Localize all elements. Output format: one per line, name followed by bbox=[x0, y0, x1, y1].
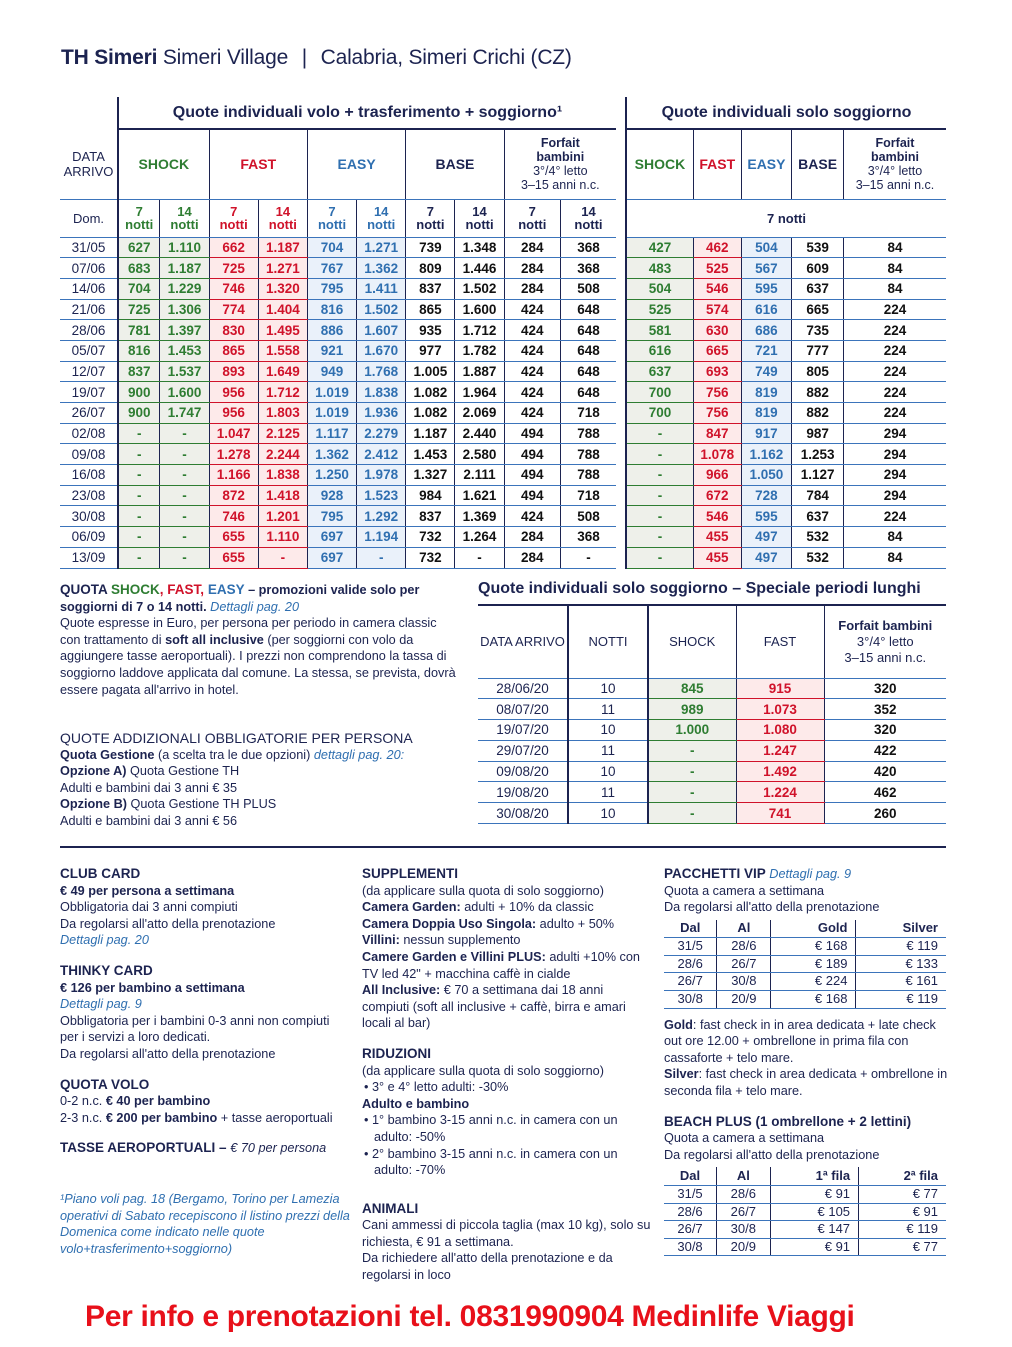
stay-base-header: BASE bbox=[792, 129, 844, 199]
table-row: 08/07/20 11 989 1.073 352 bbox=[478, 699, 946, 720]
nights-subheader: 7 notti bbox=[406, 199, 455, 237]
table-row: 19/07/20 10 1.000 1.080 320 bbox=[478, 720, 946, 741]
table-row: 09/08 - - 1.278 2.244 1.362 2.412 1.453 2.580 494 788 - 1.078 1.162 1.253 294 bbox=[60, 444, 946, 465]
table-row: 09/08/20 10 - 1.492 420 bbox=[478, 761, 946, 782]
table-row: 26/07 900 1.747 956 1.803 1.019 1.936 1.082 2.069 424 718 700 756 819 882 224 bbox=[60, 403, 946, 424]
supplement-item: Camera Garden: adulti + 10% da classic bbox=[362, 900, 594, 915]
column-supplements bbox=[362, 866, 652, 1298]
table-row: 21/06 725 1.306 774 1.404 816 1.502 865 1.600 424 648 525 574 616 665 224 bbox=[60, 299, 946, 320]
club-card-link[interactable]: Dettagli pag. 20 bbox=[60, 933, 149, 948]
table-row: 28/6 26/7 € 105 € 91 bbox=[664, 1203, 946, 1221]
special-table-title: Quote individuali solo soggiorno – Speciale periodi lunghi bbox=[478, 580, 921, 597]
supplement-item: Villini: nessun supplemento bbox=[362, 933, 521, 948]
base-header: BASE bbox=[406, 129, 504, 199]
nights-subheader: 7 notti bbox=[118, 199, 160, 237]
table-row: 16/08 - - 1.166 1.838 1.250 1.978 1.327 2.111 494 788 - 966 1.050 1.127 294 bbox=[60, 465, 946, 486]
thinky-card-link[interactable]: Dettagli pag. 9 bbox=[60, 997, 142, 1012]
nights-subheader: 7 notti bbox=[504, 199, 560, 237]
gestione-details-link[interactable]: dettagli pag. 20: bbox=[313, 747, 405, 762]
stay-section-header: Quote individuali solo soggiorno bbox=[626, 97, 946, 129]
tasse-block: TASSE AEROPORTUALI – € 70 per persona bbox=[60, 1140, 327, 1156]
table-row: 02/08 - - 1.047 2.125 1.117 2.279 1.187 2.440 494 788 - 847 917 987 294 bbox=[60, 423, 946, 444]
date-header: DATA ARRIVO bbox=[60, 129, 118, 199]
beach-table: Dal Al 1ª fila 2ª fila 31/5 28/6 € 91 € 77 28/6 26/7 € 105 € 91 26/7 30/8 € 147 € 119 30/8 20/9 € 91 € 77 bbox=[664, 1167, 946, 1256]
nights-subheader: 14 notti bbox=[160, 199, 209, 237]
details-link[interactable]: Dettagli pag. 20 bbox=[210, 599, 300, 614]
club-card-block: CLUB CARD € 49 per persona a settimana Obbligatoria dai 3 anni compiuti Da regolarsi all'atto della prenotazione Dettagli pag. 20 bbox=[60, 866, 350, 949]
nights-subheader: 14 notti bbox=[560, 199, 616, 237]
table-row: 26/7 30/8 € 147 € 119 bbox=[664, 1221, 946, 1239]
table-row: 26/7 30/8 € 224 € 161 bbox=[664, 973, 946, 991]
shock-header: SHOCK bbox=[118, 129, 209, 199]
riduzioni-block: RIDUZIONI (da applicare sulla quota di solo soggiorno) • 3° e 4° letto adulti: -30% Adulto e bambino • 1° bambino 3-15 anni n.c. in camera con un adulto: -50% • 2° bambino 3-15 anni n.c. in camera con un adulto: -70% bbox=[362, 1045, 618, 1178]
table-row: 30/08/20 10 - 741 260 bbox=[478, 803, 946, 824]
forfait-header: Forfait bambini 3°/4° letto 3–15 anni n.c. bbox=[504, 129, 616, 199]
flight-section-header: Quote individuali volo + trasferimento + soggiorno¹ bbox=[118, 97, 616, 129]
table-row: 30/8 20/9 € 168 € 119 bbox=[664, 991, 946, 1009]
contact-footer: Per info e prenotazioni tel. 0831990904 Medinlife Viaggi bbox=[85, 1300, 855, 1333]
special-shock-header: SHOCK bbox=[648, 605, 736, 678]
supplement-item: All Inclusive: € 70 a settimana dai 18 anni compiuti (soft all inclusive + caffè, birra e amari locali al bar) bbox=[362, 983, 626, 1031]
supplement-item: Camere Garden e Villini PLUS: adulti +10% con TV led 42" + macchina caffè in cialde bbox=[362, 949, 640, 981]
supplement-item: Camera Doppia Uso Singola: adulto + 50% bbox=[362, 916, 615, 931]
price-table bbox=[60, 97, 946, 569]
supplementi-block: SUPPLEMENTI (da applicare sulla quota di solo soggiorno) Camera Garden: adulti + 10% da classic Camera Doppia Uso Singola: adulto + 50% Villini: nessun supplemento Camere Garden e Villini PLUS: adulti +10% con TV led 42" + macchina caffè in cialde All Inclusive: € 70 a settimana dai 18 anni compiuti (soft all inclusive + caffè, birra e amari locali al bar) bbox=[362, 866, 652, 1032]
table-row: 28/6 26/7 € 189 € 133 bbox=[664, 955, 946, 973]
nights-subheader: 7 notti bbox=[209, 199, 258, 237]
table-row: 12/07 837 1.537 893 1.649 949 1.768 1.005 1.887 424 648 637 693 749 805 224 bbox=[60, 361, 946, 382]
stay-nights-label: 7 notti bbox=[626, 199, 946, 237]
footnote: ¹Piano voli pag. 18 (Bergamo, Torino per Lamezia operativi di Sabato recepiscono il listino prezzi della Domenica come indicato nelle quote volo+trasferimento+soggiorno) bbox=[60, 1191, 350, 1256]
stay-fast-header: FAST bbox=[693, 129, 741, 199]
table-row: 31/5 28/6 € 168 € 119 bbox=[664, 938, 946, 956]
table-row: 05/07 816 1.453 865 1.558 921 1.670 977 1.782 424 648 616 665 721 777 224 bbox=[60, 340, 946, 361]
table-row: 19/08/20 11 - 1.224 462 bbox=[478, 782, 946, 803]
fast-header: FAST bbox=[209, 129, 307, 199]
section-divider bbox=[60, 846, 946, 848]
table-row: 28/06/20 10 845 915 320 bbox=[478, 678, 946, 699]
quota-volo-block: QUOTA VOLO 0-2 n.c. € 40 per bambino 2-3 n.c. € 200 per bambino + tasse aeroportuali bbox=[60, 1076, 333, 1125]
table-row: 28/06 781 1.397 830 1.495 886 1.607 935 1.712 424 648 581 630 686 735 224 bbox=[60, 320, 946, 341]
nights-subheader: 14 notti bbox=[455, 199, 504, 237]
special-date-header: DATA ARRIVO bbox=[478, 605, 568, 678]
day-label: Dom. bbox=[60, 199, 118, 237]
table-row: 14/06 704 1.229 746 1.320 795 1.411 837 1.502 284 508 504 546 595 637 84 bbox=[60, 278, 946, 299]
thinky-card-block: THINKY CARD € 126 per bambino a settimana Dettagli pag. 9 Obbligatoria per i bambini 0-3 anni non compiuti per i servizi a loro dedicati. Da regolarsi all'atto della prenotazione bbox=[60, 963, 350, 1063]
page-title bbox=[61, 46, 572, 70]
table-row: 07/06 683 1.187 725 1.271 767 1.362 809 1.446 284 368 483 525 567 609 84 bbox=[60, 258, 946, 279]
table-row: 31/05 627 1.110 662 1.187 704 1.271 739 1.348 284 368 427 462 504 539 84 bbox=[60, 237, 946, 258]
special-periods-table bbox=[478, 604, 946, 824]
table-row: 23/08 - - 872 1.418 928 1.523 984 1.621 494 718 - 672 728 784 294 bbox=[60, 485, 946, 506]
vip-link[interactable]: Dettagli pag. 9 bbox=[765, 867, 852, 881]
table-row: 06/09 - - 655 1.110 697 1.194 732 1.264 284 368 - 455 497 532 84 bbox=[60, 527, 946, 548]
nights-subheader: 14 notti bbox=[258, 199, 307, 237]
beach-plus-block: BEACH PLUS (1 ombrellone + 2 lettini) Quota a camera a settimana Da regolarsi all'atto della prenotazione Dal Al 1ª fila 2ª fila 31/5 28/6 € 91 € 77 28/6 26/7 € 105 € 91 26/7 30/8 € 147 € 119 30/8 20/9 € 91 € 77 bbox=[664, 1114, 949, 1257]
stay-shock-header: SHOCK bbox=[626, 129, 693, 199]
vip-table: Dal Al Gold Silver 31/5 28/6 € 168 € 119 28/6 26/7 € 189 € 133 26/7 30/8 € 224 € 161 30/8 20/9 € 168 € 119 bbox=[664, 920, 946, 1009]
nights-subheader: 7 notti bbox=[307, 199, 356, 237]
column-vip bbox=[664, 866, 949, 1270]
special-fast-header: FAST bbox=[736, 605, 824, 678]
vip-block: PACCHETTI VIP Dettagli pag. 9 Quota a camera a settimana Da regolarsi all'atto della prenotazione Dal Al Gold Silver 31/5 28/6 € 168 € 119 28/6 26/7 € 189 € 133 26/7 30/8 € 224 € 161 30/8 20/9 € 168 € 119 bbox=[664, 866, 949, 1009]
special-nights-header: NOTTI bbox=[568, 605, 648, 678]
title-separator: | bbox=[301, 46, 307, 69]
table-row: 13/09 - - 655 - 697 - 732 - 284 - - 455 497 532 84 bbox=[60, 547, 946, 568]
animali-block: ANIMALI Cani ammessi di piccola taglia (max 10 kg), solo su richiesta, € 91 a settimana. Da richiedere all'atto della prenotazione e da regolarsi in loco bbox=[362, 1200, 651, 1283]
vip-descriptions: Gold: fast check in in area dedicata + late check out ore 12.00 + ombrellone in prima fila con cassaforte + telo mare. Silver: fast check in area dedicata + ombrellone in seconda fila + telo mare. bbox=[664, 1017, 948, 1099]
nights-subheader: 14 notti bbox=[357, 199, 406, 237]
easy-header: EASY bbox=[307, 129, 405, 199]
table-row: 30/8 20/9 € 91 € 77 bbox=[664, 1238, 946, 1256]
table-row: 29/07/20 11 - 1.247 422 bbox=[478, 740, 946, 761]
village-name: Simeri Village bbox=[162, 46, 289, 69]
stay-forfait-header: Forfait bambini 3°/4° letto 3–15 anni n.c. bbox=[843, 129, 946, 199]
promo-note: QUOTA SHOCK, FAST, EASY – promozioni valide solo per soggiorni di 7 o 14 notti. Dettagli pag. 20 Quote espresse in Euro, per persona per periodo in camera classic con trattamento di soft all inclusive (per soggiorni con volo da aggiungere tasse aeroportuali). I prezzi non comprendono la tassa di soggiorno laddove applicata dal comune. La stessa, se prevista, dovrà essere pagata all'arrivo in hotel. bbox=[60, 582, 456, 697]
column-cards bbox=[60, 866, 350, 1257]
additional-fees-note: QUOTE ADDIZIONALI OBBLIGATORIE PER PERSONA Quota Gestione (a scelta tra le due opzioni) dettagli pag. 20: Opzione A) Quota Gestione TH Adulti e bambini dai 3 anni € 35 Opzione B) Quota Gestione TH PLUS Adulti e bambini dai 3 anni € 56 bbox=[60, 730, 413, 828]
table-row: 30/08 - - 746 1.201 795 1.292 837 1.369 424 508 - 546 595 637 224 bbox=[60, 506, 946, 527]
hotel-name: TH Simeri bbox=[61, 46, 158, 69]
location: Calabria, Simeri Crichi (CZ) bbox=[320, 46, 572, 69]
table-row: 19/07 900 1.600 956 1.712 1.019 1.838 1.082 1.964 424 648 700 756 819 882 224 bbox=[60, 382, 946, 403]
special-forfait-header: Forfait bambini 3°/4° letto 3–15 anni n.c. bbox=[824, 605, 946, 678]
table-row: 31/5 28/6 € 91 € 77 bbox=[664, 1185, 946, 1203]
stay-easy-header: EASY bbox=[741, 129, 792, 199]
